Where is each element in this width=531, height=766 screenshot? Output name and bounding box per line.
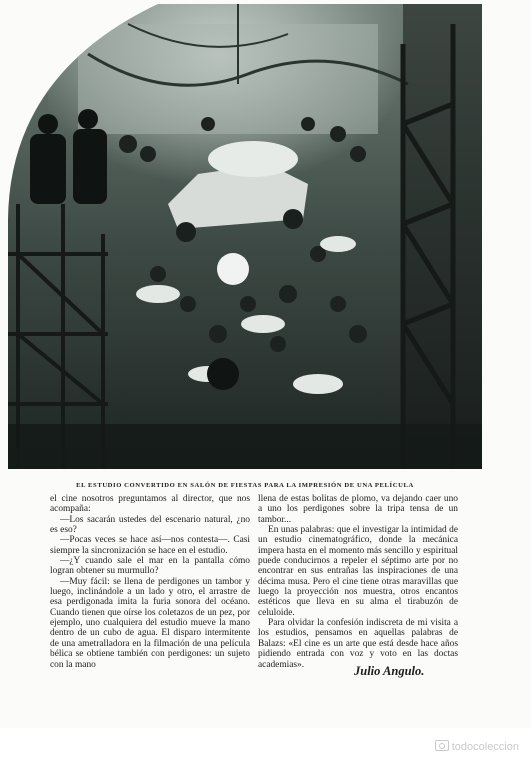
photo-caption: EL ESTUDIO CONVERTIDO EN SALÓN DE FIESTAS PARA LA IMPRESIÓN DE UNA PELÍCULA	[76, 482, 414, 489]
paragraph: llena de estas bolitas de plomo, va dejando caer uno a uno los perdigones sobre la tripa tensa de un tambor...	[258, 494, 458, 525]
paragraph: En unas palabras: que el investigar la intimidad de un estudio cinematográfico, donde la mecánica impera hasta en el momento más sencillo y espiritual puede conducirnos a repeler el séptimo arte por no encontrar en sus entrañas las inspiraciones de una décima musa. Pero el cine tiene otras maravillas que luego la proyección nos muestra, otros encantos estéticos que lleva en su alma el tirabuzón de celuloide.	[258, 525, 458, 618]
watermark-text: todocoleccion	[451, 741, 519, 753]
paragraph: —Pocas veces se hace así—nos contesta—. Casi siempre la sincronización se hace en el estudio.	[50, 535, 250, 556]
author-signature: Julio Angulo.	[354, 664, 425, 678]
watermark	[435, 740, 519, 753]
paragraph: —Muy fácil: se llena de perdigones un tambor y luego, inclinándole a un lado y otro, el arrastre de esa perdigonada imita la furia sonora del océano. Cuando tienen que oírse los coletazos de un pez, por ejemplo, uno cualquiera del estudio mueve la mano dentro de un cubo de agua. El disparo intermitente de una ametralladora en la filmación de una película bélica se obtiene también con perdigones: un sujeto con la mano	[50, 576, 250, 670]
camera-icon	[435, 740, 449, 751]
paragraph: —Los sacarán ustedes del escenario natural, ¿no es eso?	[50, 514, 250, 536]
article-left-column	[50, 494, 250, 670]
article-right-column	[258, 494, 458, 670]
film-studio-photo	[8, 4, 482, 469]
paragraph: —¿Y cuando sale el mar en la pantalla cómo logran obtener su murmullo?	[50, 556, 250, 577]
paragraph: el cine nosotros preguntamos al director, que nos acompaña:	[50, 494, 250, 515]
paragraph: Para olvidar la confesión indiscreta de mi visita a los estudios, pensamos en aquellas palabras de Balazs: «El cine es un arte que está desde hace años pidiendo entrada con voz y voto en las doctas academias».	[258, 618, 458, 670]
